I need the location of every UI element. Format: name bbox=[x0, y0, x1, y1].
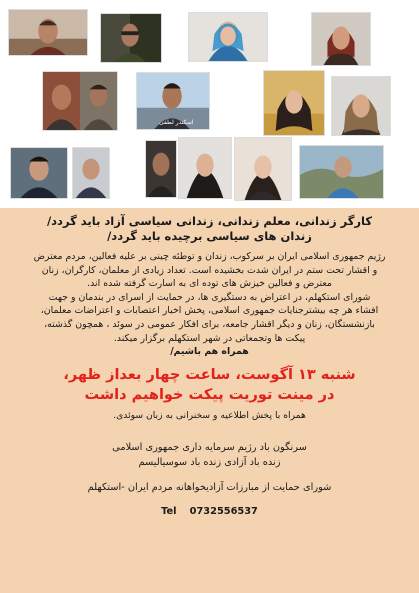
prisoner-photo bbox=[10, 147, 68, 199]
body-line: بازنشستگان، زنان و دیگر اقشار جامعه، برای افکار عمومی در سوئد ، همچون گذشته، bbox=[44, 318, 375, 330]
slogan-line: سرنگون باد رژیم سرمایه داری جمهوری اسلامی bbox=[112, 441, 307, 453]
body-line: پیکت ها وتجمعاتی در شهر استکهلم برگزار میکند. bbox=[113, 332, 306, 344]
event-location: در مینت توریت پیکت خواهیم داشت bbox=[84, 386, 335, 403]
photo-caption: اسکندر لطفی bbox=[159, 119, 194, 126]
organization-signature: شورای حمایت از مبارزات آزادیخواهانه مردم ایران -استکهلم bbox=[87, 481, 332, 493]
prisoner-photo bbox=[100, 13, 162, 63]
prisoner-photo bbox=[72, 147, 110, 199]
prisoner-photo bbox=[263, 70, 325, 136]
prisoner-photo bbox=[178, 137, 232, 199]
body-line: معترض و فعالین خیزش های توده ای به اسارت گرفته شده اند. bbox=[87, 278, 332, 290]
phone-value: 0732556537 bbox=[189, 506, 258, 518]
event-note: همراه با پخش اطلاعیه و سخنرانی به زبان سوئدی. bbox=[113, 409, 306, 421]
join-call: همراه هم باشیم/ bbox=[170, 346, 249, 358]
prisoner-photo bbox=[311, 12, 371, 66]
slogan-line: زنده باد آزادی زنده باد سوسیالیسم bbox=[138, 456, 281, 468]
headline-line: زندان های سیاسی برچیده باید گردد/ bbox=[107, 229, 312, 243]
body-line: رژیم جمهوری اسلامی ایران بر سرکوب، زندان و توطئه چینی بر علیه فعالین، مردم معترض bbox=[33, 251, 386, 262]
phone-label: Tel bbox=[161, 506, 177, 518]
prisoner-photo bbox=[8, 9, 88, 56]
contact-line bbox=[10, 504, 409, 519]
prisoner-photo bbox=[145, 140, 177, 198]
prisoner-photo bbox=[234, 137, 292, 201]
prisoner-photo bbox=[331, 76, 391, 136]
headline-line: کارگر زندانی، معلم زندانی، زندانی سیاسی آزاد باید گردد/ bbox=[46, 214, 373, 228]
prisoner-photo-collage bbox=[0, 0, 419, 208]
prisoner-photo bbox=[42, 71, 118, 131]
body-line: و اقشار تحت ستم در ایران شدت بخشیده است. تعداد زیادی از معلمان، کارگران، زنان bbox=[41, 264, 378, 276]
body-line: شورای استکهلم، در اعتراض به دستگیری ها، در حمایت از اسرای در بندمان و جهت bbox=[48, 291, 371, 303]
phone-number bbox=[161, 506, 258, 517]
prisoner-photo bbox=[299, 145, 384, 199]
event-time: شنبه ۱۳ آگوست، ساعت چهار بعداز ظهر، bbox=[63, 366, 356, 383]
statement-panel bbox=[0, 208, 419, 593]
prisoner-photo bbox=[136, 72, 210, 130]
body-line: افشاء هر چه بیشترجنایات جمهوری اسلامی، پخش اخبار اعتصابات و اعتراضات معلمان، bbox=[40, 305, 379, 317]
prisoner-photo bbox=[188, 12, 268, 62]
